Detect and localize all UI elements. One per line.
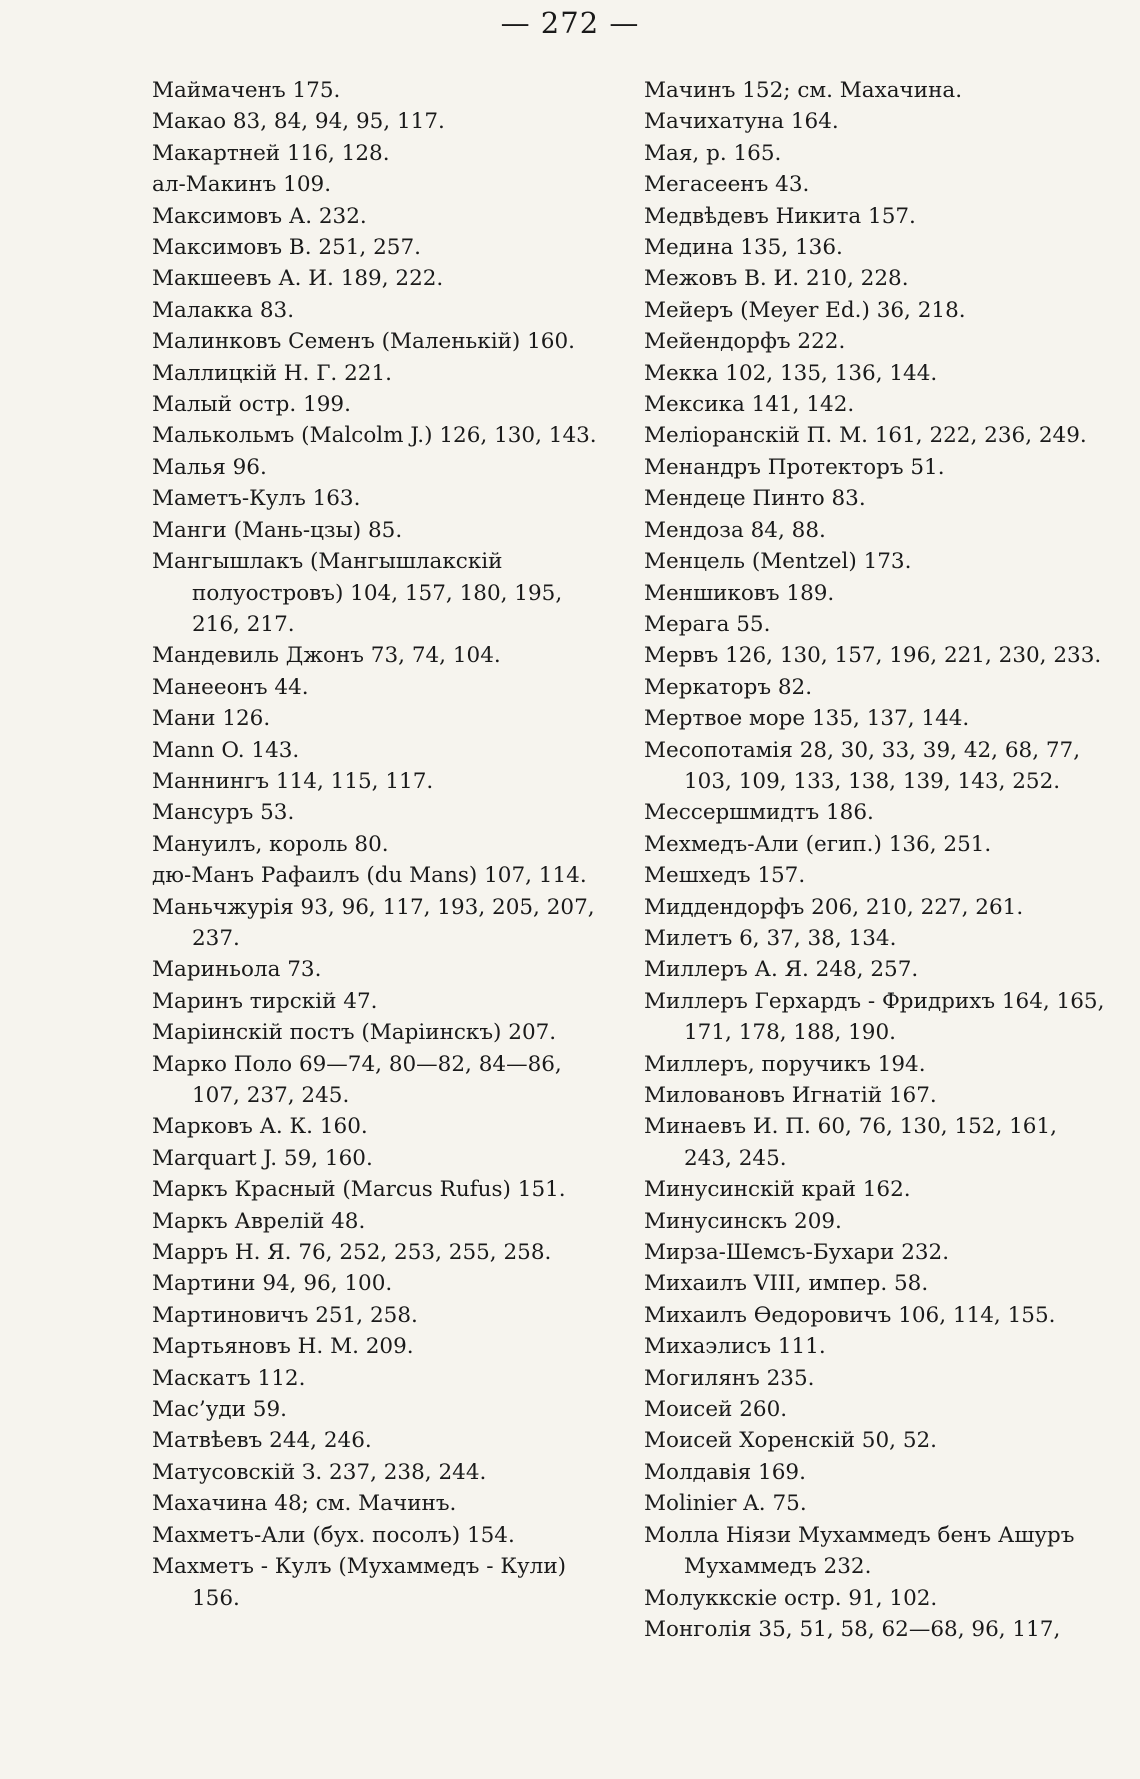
index-entry: Межовъ В. И. 210, 228.: [644, 266, 909, 292]
index-entry: Мегасеенъ 43.: [644, 172, 810, 198]
index-entry: Меркаторъ 82.: [644, 674, 813, 700]
index-entry: Могилянъ 235.: [644, 1365, 815, 1391]
index-entry: Махметъ - Кулъ (Мухаммедъ - Кули) 156.: [152, 1554, 567, 1611]
index-entry: Мекка 102, 135, 136, 144.: [644, 360, 938, 386]
index-entry: Манги (Мань-цзы) 85.: [152, 517, 403, 543]
index-entry: Миллеръ Герхардъ - Фридрихъ 164, 165, 171, 178, 188, 190.: [644, 988, 1105, 1046]
index-entry: Махметъ-Али (бух. посолъ) 154.: [152, 1522, 515, 1548]
index-entry: Мачинъ 152; см. Махачина.: [644, 78, 963, 103]
index-entry: Мерага 55.: [644, 611, 771, 637]
index-entry: Максимовъ А. 232.: [152, 203, 367, 229]
index-entry: Макшеевъ А. И. 189, 222.: [152, 266, 444, 292]
index-entry: Маймаченъ 175.: [152, 78, 341, 103]
index-entry: Михаилъ Өедоровичъ 106, 114, 155.: [644, 1302, 1056, 1328]
index-entry: Меліоранскій П. М. 161, 222, 236, 249.: [644, 423, 1087, 449]
index-entry: Милетъ 6, 37, 38, 134.: [644, 925, 897, 951]
index-entry: Мансуръ 53.: [152, 800, 295, 826]
index-entry: Михаилъ VIII, импер. 58.: [644, 1271, 929, 1297]
index-entry: Мая, р. 165.: [644, 140, 782, 166]
index-entry: Мендеце Пинто 83.: [644, 486, 866, 512]
index-entry: Мачихатуна 164.: [644, 109, 839, 135]
index-entry: Миллеръ А. Я. 248, 257.: [644, 957, 919, 983]
index-entry: Миддендорфъ 206, 210, 227, 261.: [644, 894, 1024, 920]
index-entry: Малакка 83.: [152, 297, 295, 323]
index-column-right: [644, 75, 1106, 1645]
index-entry: Мертвое море 135, 137, 144.: [644, 706, 970, 732]
index-entry: Малькольмъ (Malcolm J.) 126, 130, 143.: [152, 423, 597, 449]
index-entry: Медина 135, 136.: [644, 235, 843, 261]
index-entry: Молла Нiязи Мухаммедъ бенъ Ашуръ Мухаммедъ 232.: [644, 1522, 1075, 1580]
index-entry: Манееонъ 44.: [152, 674, 309, 700]
index-entry: Марковъ А. К. 160.: [152, 1114, 368, 1140]
index-entry: Мариньола 73.: [152, 957, 322, 983]
index-entry: Монголія 35, 51, 58, 62—68, 96, 117,: [644, 1616, 1061, 1642]
index-entry: Маринъ тирскій 47.: [152, 988, 378, 1014]
index-entry: Маріинскій постъ (Маріинскъ) 207.: [152, 1020, 557, 1046]
index-entry: Менцель (Mentzel) 173.: [644, 549, 912, 575]
index-entry: Михаэлисъ 111.: [644, 1334, 826, 1360]
index-entry: Мани 126.: [152, 706, 271, 732]
index-entry: Минусинскъ 209.: [644, 1208, 842, 1234]
index-entry: Марко Поло 69—74, 80—82, 84—86, 107, 237, 245.: [152, 1051, 562, 1108]
index-entry: Мейеръ (Meyer Ed.) 36, 218.: [644, 297, 966, 323]
index-entry: Mann O. 143.: [152, 737, 300, 763]
index-entry: Мартьяновъ Н. М. 209.: [152, 1334, 414, 1360]
index-entry: Мас’уди 59.: [152, 1397, 287, 1423]
index-entry: Маркъ Красный (Marcus Rufus) 151.: [152, 1177, 566, 1203]
index-entry: Миллеръ, поручикъ 194.: [644, 1051, 926, 1077]
index-entry: Молдавія 169.: [644, 1459, 806, 1485]
index-entry: Маркъ Аврелій 48.: [152, 1208, 366, 1234]
index-entry: Малинковъ Семенъ (Маленькій) 160.: [152, 329, 575, 355]
index-column-left: [152, 75, 612, 1614]
index-entry: Моисей Хоренскій 50, 52.: [644, 1428, 938, 1454]
index-entry: Менандръ Протекторъ 51.: [644, 454, 945, 480]
index-entry: Матвѣевъ 244, 246.: [152, 1428, 372, 1454]
index-entry: Минаевъ И. П. 60, 76, 130, 152, 161, 243, 245.: [644, 1114, 1058, 1171]
index-entry: Мартини 94, 96, 100.: [152, 1271, 393, 1297]
index-entry: Маллицкій Н. Г. 221.: [152, 360, 392, 386]
index-entry: Махачина 48; см. Мачинъ.: [152, 1491, 457, 1517]
index-entry: Molinier A. 75.: [644, 1491, 807, 1517]
index-entry: Мехмедъ-Али (егип.) 136, 251.: [644, 831, 992, 857]
index-entry: Матусовскій З. 237, 238, 244.: [152, 1459, 487, 1485]
index-entry: Медвѣдевъ Никита 157.: [644, 203, 916, 229]
index-entry: Максимовъ В. 251, 257.: [152, 235, 421, 261]
index-entry: Мексика 141, 142.: [644, 392, 855, 418]
index-entry: Минусинскій край 162.: [644, 1177, 911, 1203]
index-entry: Месопотамія 28, 30, 33, 39, 42, 68, 77, 103, 109, 133, 138, 139, 143, 252.: [644, 737, 1081, 794]
index-entry: Маскатъ 112.: [152, 1365, 306, 1391]
index-entry: Мендоза 84, 88.: [644, 517, 826, 543]
index-entry: Маньчжурія 93, 96, 117, 193, 205, 207, 237.: [152, 894, 595, 951]
index-entry: Малья 96.: [152, 454, 267, 480]
index-entry: Мейендорфъ 222.: [644, 329, 846, 355]
index-entry: Мануилъ, король 80.: [152, 831, 389, 857]
index-entry: Мангышлакъ (Мангышлакскій полуостровъ) 104, 157, 180, 195, 216, 217.: [152, 549, 563, 637]
index-entry: Маннингъ 114, 115, 117.: [152, 768, 434, 794]
index-entry: дю-Манъ Рафаилъ (du Mans) 107, 114.: [152, 863, 587, 889]
index-entry: Макао 83, 84, 94, 95, 117.: [152, 109, 445, 135]
index-entry: Мартиновичъ 251, 258.: [152, 1302, 418, 1328]
index-entry: Моисей 260.: [644, 1397, 788, 1423]
index-entry: Мандевиль Джонъ 73, 74, 104.: [152, 643, 501, 669]
index-entry: Молуккскіе остр. 91, 102.: [644, 1585, 938, 1611]
index-entry: ал-Макинъ 109.: [152, 172, 332, 198]
index-entry: Макартней 116, 128.: [152, 140, 390, 166]
index-entry: Marquart J. 59, 160.: [152, 1145, 373, 1171]
index-entry: Малый остр. 199.: [152, 392, 351, 418]
index-entry: Мессершмидтъ 186.: [644, 800, 874, 826]
index-entry: Мервъ 126, 130, 157, 196, 221, 230, 233.: [644, 643, 1102, 669]
index-entry: Мирза-Шемсъ-Бухари 232.: [644, 1240, 950, 1266]
index-entry: Меншиковъ 189.: [644, 580, 835, 606]
index-entry: Миловановъ Игнатій 167.: [644, 1083, 937, 1108]
index-entry: Марръ Н. Я. 76, 252, 253, 255, 258.: [152, 1240, 552, 1266]
index-entry: Маметъ-Кулъ 163.: [152, 486, 361, 512]
page-number: — 272 —: [500, 6, 640, 40]
index-entry: Мешхедъ 157.: [644, 863, 806, 889]
